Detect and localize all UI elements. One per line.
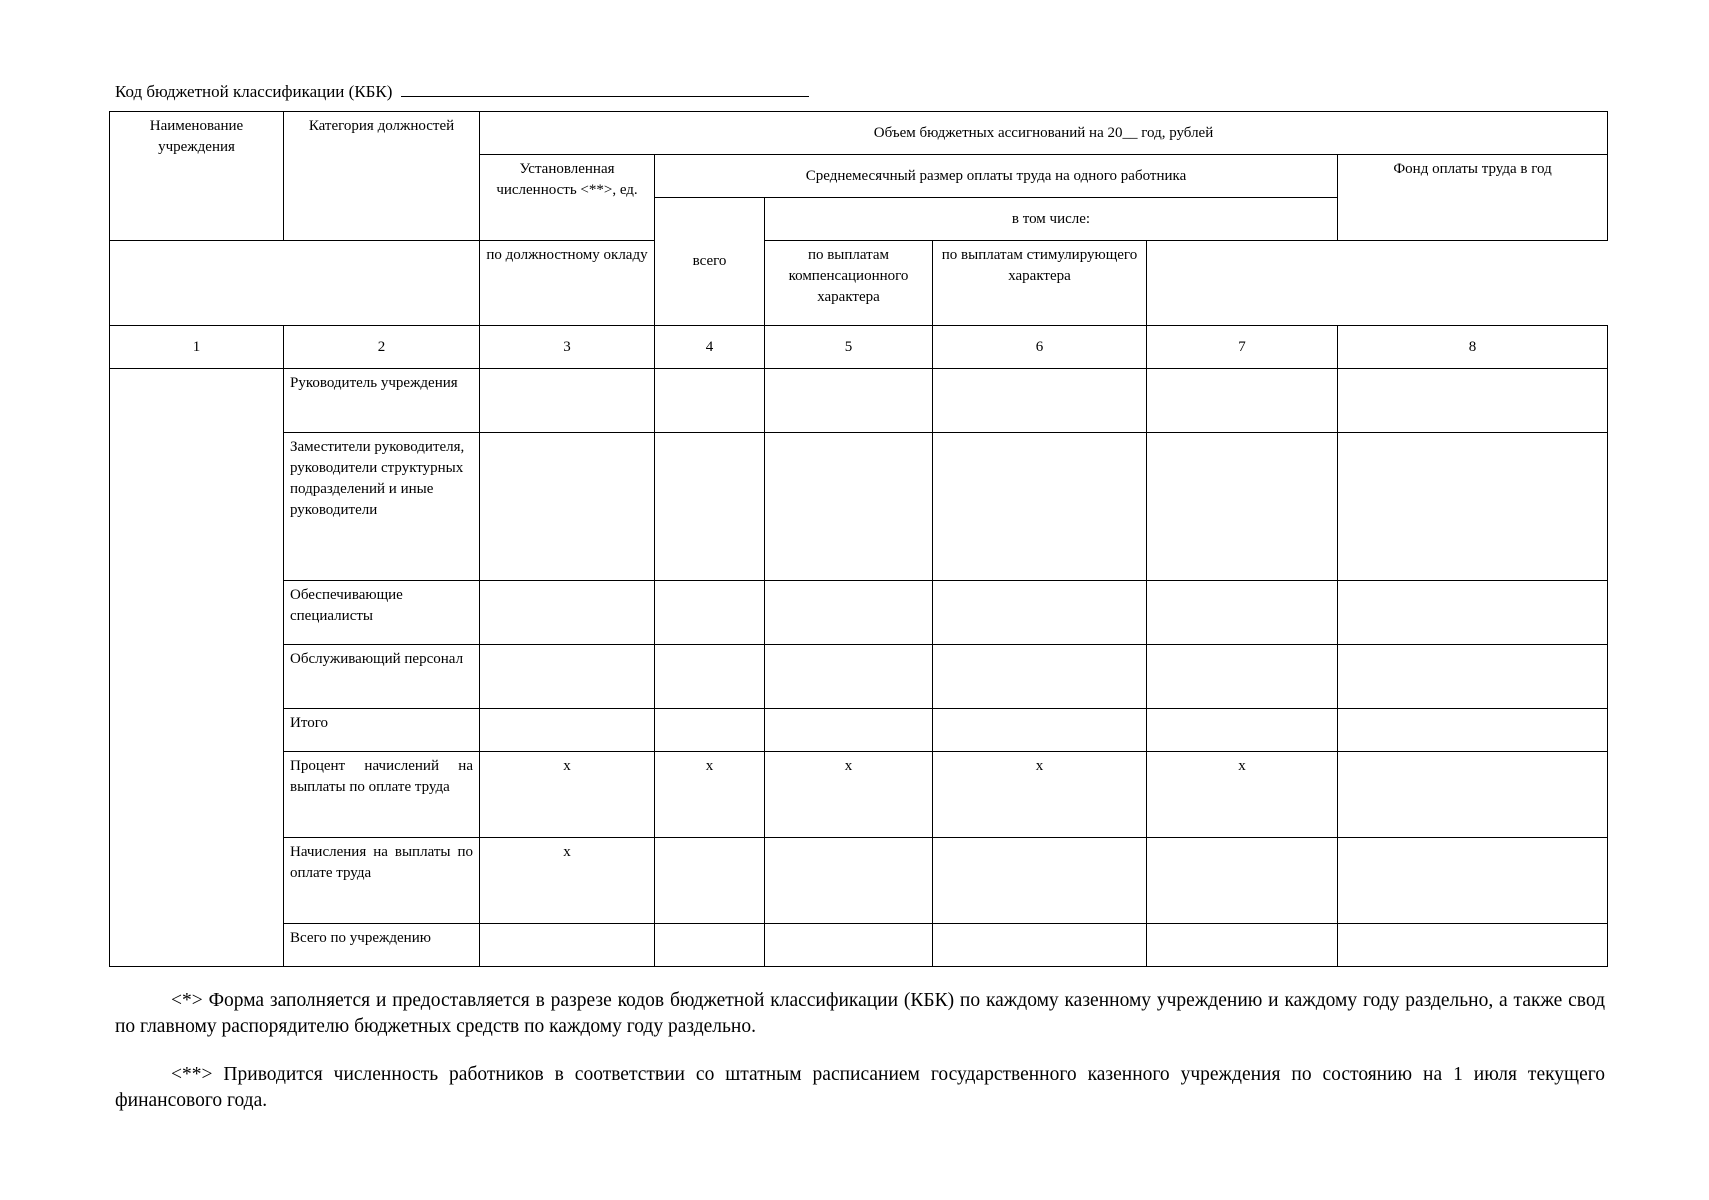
- data-cell[interactable]: [765, 433, 933, 581]
- data-cell[interactable]: [480, 924, 655, 967]
- kbk-label: Код бюджетной классификации (КБК): [115, 82, 393, 101]
- data-cell[interactable]: x: [765, 752, 933, 838]
- data-cell[interactable]: [1338, 924, 1608, 967]
- footnote-2-text: <**> Приводится численность работников в соответствии со штатным расписанием государственного казенного учреждения по состоянию на 1 июля текущего финансового года.: [115, 1064, 1605, 1111]
- row-category: Руководитель учреждения: [284, 369, 480, 433]
- data-cell[interactable]: [933, 645, 1147, 709]
- data-cell[interactable]: x: [655, 752, 765, 838]
- data-cell[interactable]: [765, 709, 933, 752]
- column-number: 4: [655, 326, 765, 369]
- data-cell[interactable]: [480, 433, 655, 581]
- column-number: 5: [765, 326, 933, 369]
- salary-fund-table: [109, 111, 1608, 967]
- column-number-row: [110, 326, 1608, 369]
- header-budget: Объем бюджетных ассигнований на 20__ год, рублей: [480, 112, 1608, 155]
- data-cell[interactable]: [655, 645, 765, 709]
- data-cell[interactable]: [1338, 838, 1608, 924]
- header-incentive: по выплатам стимулирующего характера: [933, 241, 1147, 326]
- data-cell[interactable]: [765, 924, 933, 967]
- data-cell[interactable]: x: [480, 838, 655, 924]
- row-category: Обеспечивающие специалисты: [284, 581, 480, 645]
- table-row: [110, 709, 1608, 752]
- data-cell[interactable]: [933, 433, 1147, 581]
- header-including: в том числе:: [765, 198, 1338, 241]
- column-number: 2: [284, 326, 480, 369]
- header-staff-count: Установленная численность <**>, ед.: [480, 155, 655, 241]
- data-cell[interactable]: [1338, 581, 1608, 645]
- data-cell[interactable]: [655, 369, 765, 433]
- data-cell[interactable]: [1147, 369, 1338, 433]
- column-number: 3: [480, 326, 655, 369]
- row-category: Всего по учреждению: [284, 924, 480, 967]
- table-row: [110, 924, 1608, 967]
- data-cell[interactable]: [1147, 838, 1338, 924]
- kbk-line: [115, 80, 809, 102]
- data-cell[interactable]: x: [1147, 752, 1338, 838]
- column-number: 6: [933, 326, 1147, 369]
- data-cell[interactable]: [765, 645, 933, 709]
- row-category: Итого: [284, 709, 480, 752]
- data-cell[interactable]: [655, 433, 765, 581]
- data-cell[interactable]: [765, 369, 933, 433]
- data-cell[interactable]: [1338, 752, 1608, 838]
- data-cell[interactable]: [480, 645, 655, 709]
- kbk-blank-field[interactable]: [401, 80, 809, 97]
- header-fund: Фонд оплаты труда в год: [1338, 155, 1608, 241]
- data-cell[interactable]: [480, 581, 655, 645]
- data-cell[interactable]: [933, 581, 1147, 645]
- table-row: [110, 838, 1608, 924]
- data-cell[interactable]: [1147, 433, 1338, 581]
- institution-name-cell[interactable]: [110, 369, 284, 967]
- data-cell[interactable]: [933, 709, 1147, 752]
- row-category: Обслуживающий персонал: [284, 645, 480, 709]
- footnote-1-text: <*> Форма заполняется и предоставляется в разрезе кодов бюджетной классификации (КБК) по каждому казенному учреждению и каждому году раздельно, а также свод по главному распорядителю бюджетных средств по каждому году раздельно.: [115, 990, 1605, 1037]
- header-spacer: [110, 241, 480, 326]
- header-category: Категория должностей: [284, 112, 480, 241]
- row-category: Процент начислений на выплаты по оплате труда: [284, 752, 480, 838]
- data-cell[interactable]: [1338, 709, 1608, 752]
- data-cell[interactable]: [1338, 645, 1608, 709]
- table-row: [110, 433, 1608, 581]
- table-row: [110, 369, 1608, 433]
- data-cell[interactable]: x: [933, 752, 1147, 838]
- column-number: 1: [110, 326, 284, 369]
- table-row: [110, 752, 1608, 838]
- data-cell[interactable]: [655, 581, 765, 645]
- data-cell[interactable]: [655, 838, 765, 924]
- data-cell[interactable]: [1147, 924, 1338, 967]
- data-cell[interactable]: [765, 838, 933, 924]
- header-institution: Наименование учреждения: [110, 112, 284, 241]
- data-cell[interactable]: [480, 369, 655, 433]
- data-cell[interactable]: [655, 709, 765, 752]
- data-cell[interactable]: [480, 709, 655, 752]
- row-category: Начисления на выплаты по оплате труда: [284, 838, 480, 924]
- row-category: Заместители руководителя, руководители структурных подразделений и иные руководители: [284, 433, 480, 581]
- data-cell[interactable]: x: [480, 752, 655, 838]
- table-row: [110, 581, 1608, 645]
- data-cell[interactable]: [1147, 645, 1338, 709]
- data-cell[interactable]: [933, 838, 1147, 924]
- data-cell[interactable]: [933, 369, 1147, 433]
- table-row: [110, 645, 1608, 709]
- header-salary-base: по должностному окладу: [480, 241, 655, 326]
- header-compensation: по выплатам компенсационного характера: [765, 241, 933, 326]
- data-cell[interactable]: [1338, 369, 1608, 433]
- header-total: всего: [655, 198, 765, 326]
- data-cell[interactable]: [1147, 709, 1338, 752]
- column-number: 7: [1147, 326, 1338, 369]
- data-cell[interactable]: [1338, 433, 1608, 581]
- data-cell[interactable]: [933, 924, 1147, 967]
- data-cell[interactable]: [655, 924, 765, 967]
- footnote-2: [115, 1062, 1605, 1114]
- data-cell[interactable]: [1147, 581, 1338, 645]
- column-number: 8: [1338, 326, 1608, 369]
- header-avg-salary: Среднемесячный размер оплаты труда на одного работника: [655, 155, 1338, 198]
- data-cell[interactable]: [765, 581, 933, 645]
- footnote-1: [115, 988, 1605, 1040]
